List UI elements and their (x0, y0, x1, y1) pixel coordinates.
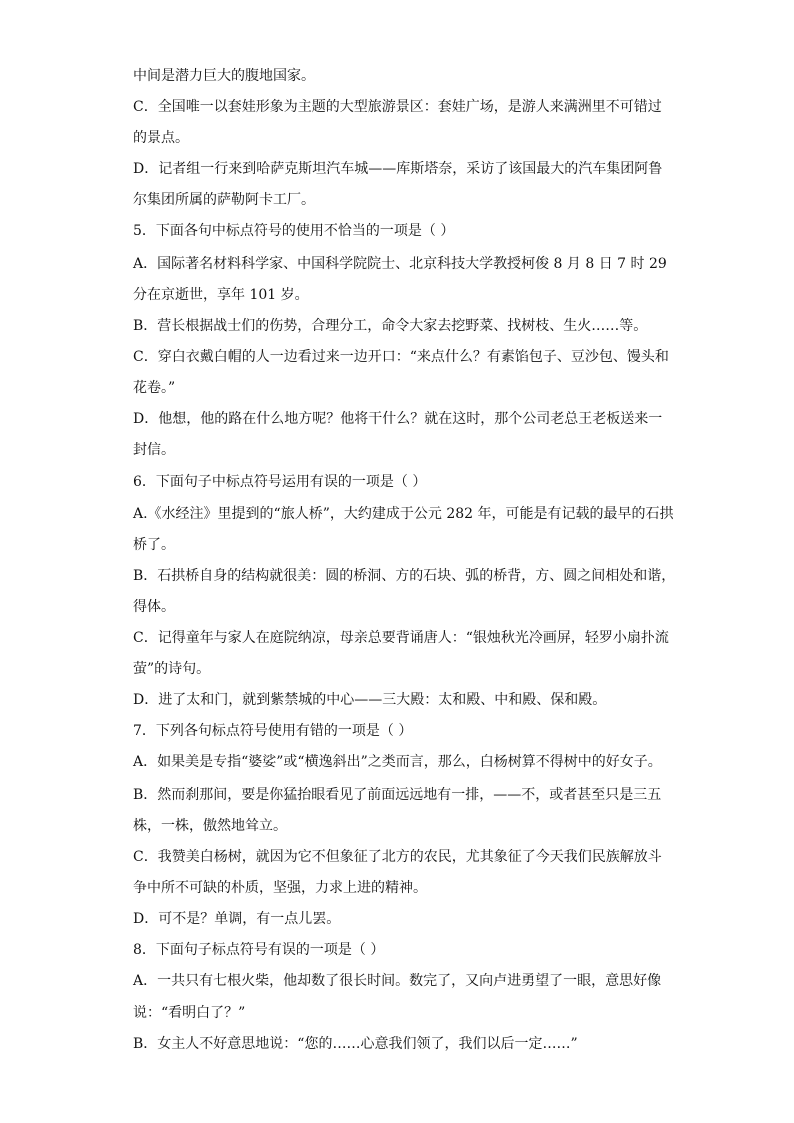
text-line: C．全国唯一以套娃形象为主题的大型旅游景区：套娃广场，是游人来满洲里不可错过 (133, 99, 662, 115)
question-title: 6．下面句子中标点符号运用有误的一项是（ ） (133, 474, 427, 490)
text-line: B．石拱桥自身的结构就很美：圆的桥洞、方的石块、弧的桥背，方、圆之间相处和谐， (133, 568, 676, 584)
text-line: D．可不是？单调，有一点儿罢。 (133, 911, 341, 927)
question-title: 7．下列各句标点符号使用有错的一项是（ ） (133, 723, 413, 739)
text-line: 株，一株，傲然地耸立。 (133, 818, 287, 834)
text-line: 萤”的诗句。 (133, 661, 211, 677)
text-line: 说：“看明白了？” (133, 1005, 246, 1021)
question-title: 8．下面句子标点符号有误的一项是（ ） (133, 942, 385, 958)
text-line: 的景点。 (133, 130, 189, 146)
text-line: A．一共只有七根火柴，他却数了很长时间。数完了，又向卢进勇望了一眼，意思好像 (133, 973, 662, 989)
text-line: A．国际著名材料科学家、中国科学院院士、北京科技大学教授柯俊 8 月 8 日 7 时 29 (133, 256, 667, 272)
text-line: B．营长根据战士们的伤势，合理分工，命令大家去挖野菜、找树枝、生火……等。 (133, 318, 648, 334)
text-line: 尔集团所属的萨勒阿卡工厂。 (133, 192, 315, 208)
text-line: C．记得童年与家人在庭院纳凉，母亲总要背诵唐人：“银烛秋光冷画屏，轻罗小扇扑流 (133, 630, 669, 646)
text-line: 争中所不可缺的朴质，坚强，力求上进的精神。 (133, 880, 427, 896)
text-line: 中间是潜力巨大的腹地国家。 (133, 68, 315, 84)
text-line: D．进了太和门，就到紫禁城的中心——三大殿：太和殿、中和殿、保和殿。 (133, 692, 607, 708)
text-line: 桥了。 (133, 537, 175, 553)
text-line: A．如果美是专指“婆娑”或“横逸斜出”之类而言，那么，白杨树算不得树中的好女子。 (133, 754, 662, 770)
text-line: C．穿白衣戴白帽的人一边看过来一边开口：“来点什么？有素馅包子、豆沙包、馒头和 (133, 349, 669, 365)
text-line: D．记者组一行来到哈萨克斯坦汽车城——库斯塔奈，采访了该国最大的汽车集团阿鲁 (133, 161, 663, 177)
text-line: A.《水经注》里提到的“旅人桥”，大约建成于公元 282 年，可能是有记载的最早的石拱 (133, 506, 674, 522)
text-line: 分在京逝世，享年 101 岁。 (133, 287, 309, 303)
text-line: C．我赞美白杨树，就因为它不但象征了北方的农民，尤其象征了今天我们民族解放斗 (133, 849, 662, 865)
text-line: 得体。 (133, 599, 175, 615)
text-line: B．女主人不好意思地说：“您的……心意我们领了，我们以后一定……” (133, 1036, 578, 1052)
text-line: B．然而刹那间，要是你猛抬眼看见了前面远远地有一排，——不，或者甚至只是三五 (133, 787, 662, 803)
question-title: 5．下面各句中标点符号的使用不恰当的一项是（ ） (133, 223, 455, 239)
text-line: 封信。 (133, 442, 175, 458)
text-line: D．他想，他的路在什么地方呢？他将干什么？就在这时，那个公司老总王老板送来一 (133, 411, 663, 427)
text-line: 花卷。” (133, 380, 176, 396)
